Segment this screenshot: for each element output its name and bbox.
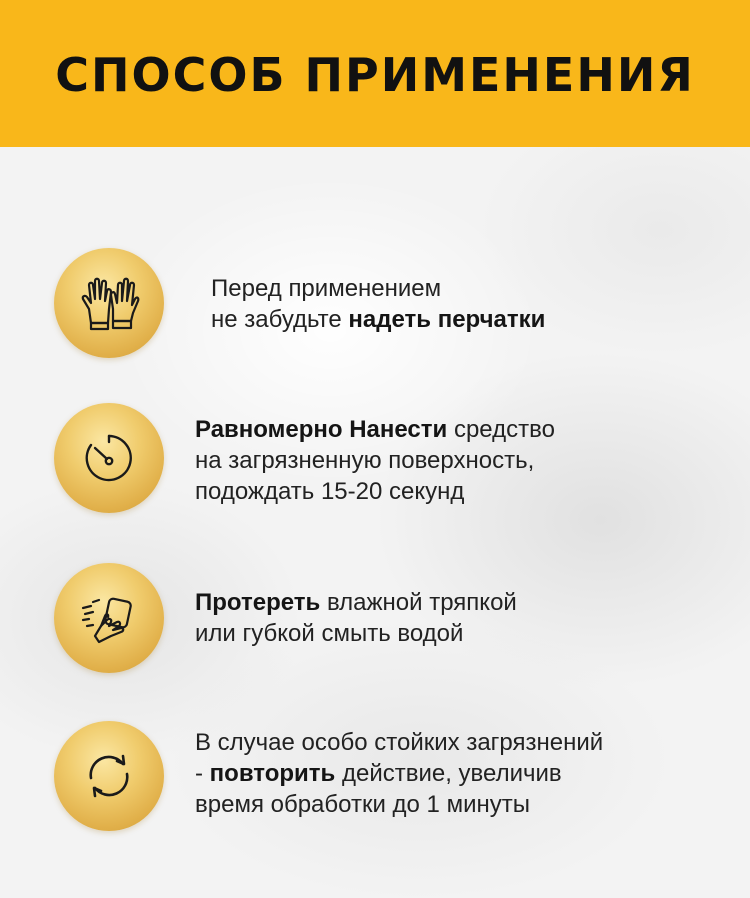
text-part: влажной тряпкой	[320, 589, 517, 616]
gloves-icon	[54, 248, 164, 358]
text-part: действие, увеличив	[335, 760, 562, 787]
text-part: или губкой смыть водой	[195, 620, 464, 647]
text-part: -	[195, 760, 210, 787]
text-part: не забудьте	[211, 306, 349, 333]
step-text-line	[195, 727, 603, 758]
text-part: подождать 15-20 секунд	[195, 478, 465, 505]
step-text-line	[195, 758, 603, 789]
step-text-line	[195, 618, 517, 649]
step-gloves-text	[211, 273, 545, 335]
text-part: время обработки до 1 минуты	[195, 791, 530, 818]
text-part-bold: Равномерно Нанести	[195, 416, 448, 443]
step-apply-text	[195, 414, 555, 507]
step-wipe-text	[195, 587, 517, 649]
step-text-line	[195, 587, 517, 618]
text-part-bold: Протереть	[195, 589, 321, 616]
timer-icon	[54, 403, 164, 513]
text-part-bold: надеть перчатки	[348, 306, 546, 333]
text-part-bold: повторить	[209, 760, 336, 787]
step-text-line	[211, 304, 545, 335]
step-text-line	[195, 476, 555, 507]
text-part: Перед применением	[211, 275, 442, 302]
page-title: СПОСОБ ПРИМЕНЕНИЯ	[55, 47, 695, 102]
header-banner	[0, 0, 750, 147]
step-repeat-text	[195, 727, 603, 820]
step-text-line	[195, 789, 603, 820]
step-text-line	[195, 445, 555, 476]
text-part: средство	[447, 416, 555, 443]
wiping-hand-icon	[54, 563, 164, 673]
text-part: В случае особо стойких загрязнений	[195, 729, 604, 756]
step-text-line	[211, 273, 545, 304]
step-text-line	[195, 414, 555, 445]
text-part: на загрязненную поверхность,	[195, 447, 535, 474]
repeat-arrows-icon	[54, 721, 164, 831]
